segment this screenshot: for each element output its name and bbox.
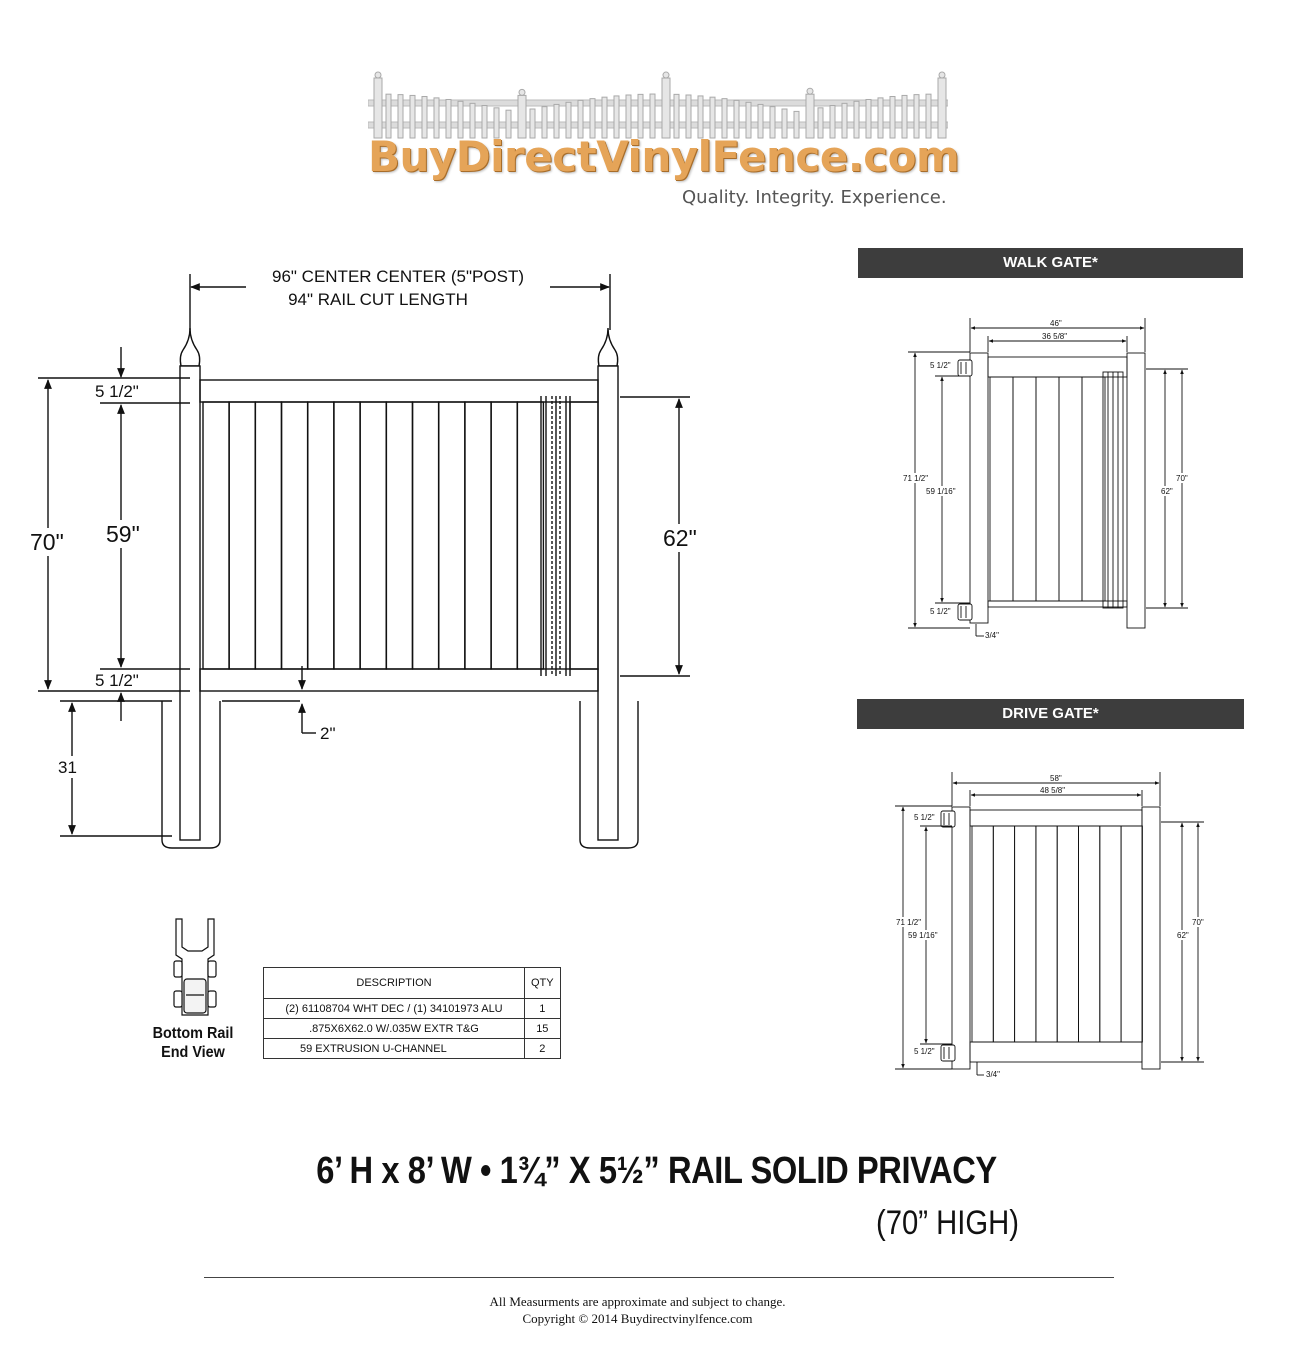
table-row [264,1019,561,1039]
left-post [180,366,200,840]
bom-cell: 15 [525,1019,561,1039]
drive-height-right-inner: 62" [1177,931,1189,940]
picket-height-dim: 59" [106,521,140,547]
drive-picket [1036,826,1057,1042]
walk-bottom-hinge [958,604,972,620]
picket [439,402,465,669]
brand-name [368,132,960,192]
drive-picket [993,826,1014,1042]
walk-gate-drawing [900,310,1200,650]
drive-height-total: 71 1/2" [896,918,922,927]
bom-cell: 59 EXTRUSION U-CHANNEL [264,1039,525,1059]
logo-picket [374,78,382,138]
picket [282,402,308,669]
brand-name-text: BuyDirectVinylFence.com [368,132,960,181]
drive-bottom-hinge [941,1045,955,1061]
bottom-rail-dim: 5 1/2" [95,671,139,690]
panel-height-dim: 62" [663,525,697,551]
top-rail [200,380,598,402]
end-view-label [148,1024,238,1062]
walk-picket [1013,377,1036,601]
table-row [264,1039,561,1059]
picket [465,402,491,669]
picket [413,402,439,669]
picket [255,402,281,669]
walk-height-right-inner: 62" [1161,487,1173,496]
bom-table [263,967,561,1059]
picket [334,402,360,669]
ground-gap-dim: 2" [320,724,336,743]
walk-rail-top: 5 1/2" [930,361,951,370]
drive-rail-top: 5 1/2" [914,813,935,822]
walk-gate-header: WALK GATE* [858,248,1243,278]
bom-cell: (2) 61108704 WHT DEC / (1) 34101973 ALU [264,999,525,1019]
drive-picket [1015,826,1036,1042]
bom-col-qty: QTY [525,968,561,999]
post-depth-dim: 31 [58,758,77,777]
fence-panel-drawing [0,250,760,870]
end-view-label-line1: Bottom Rail [152,1025,234,1042]
bom-header-row [264,968,561,999]
top-rail-dim: 5 1/2" [95,382,139,401]
drive-gap: 3/4" [986,1070,1000,1079]
walk-height-total: 71 1/2" [903,474,929,483]
walk-picket [990,377,1013,601]
picket [229,402,255,669]
drive-height-right-outer: 70" [1192,918,1204,927]
drive-gate-drawing [890,765,1210,1085]
picket [491,402,517,669]
footer-disclaimer: All Measurments are approximate and subject to change. [489,1294,786,1309]
drive-width-outer: 58" [1050,774,1062,783]
logo-picket [662,78,670,138]
logo-post-cap [807,88,813,94]
bottom-rail [200,669,598,691]
footer-copyright: Copyright © 2014 Buydirectvinylfence.com [522,1311,753,1326]
footer-divider [204,1277,1114,1278]
fence-logo-graphic [368,50,948,140]
bom-cell: 1 [525,999,561,1019]
bom-cell: 2 [525,1039,561,1059]
logo-post-cap [519,89,525,95]
page-title: 6’ H x 8’ W • 1¾” X 5½” RAIL SOLID PRIVACY [316,1150,997,1192]
walk-width-inner: 36 5/8" [1042,332,1068,341]
drive-top-hinge [941,811,955,827]
table-row [264,999,561,1019]
walk-picket [1036,377,1059,601]
bom-cell: .875X6X62.0 W/.035W EXTR T&G [264,1019,525,1039]
drive-height-picket: 59 1/16" [908,931,938,940]
page-subtitle: (70” HIGH) [876,1204,1019,1242]
brand-tagline: Quality. Integrity. Experience. [682,187,947,208]
end-view-label-line2: End View [161,1044,225,1061]
drive-picket [1057,826,1078,1042]
span-label-2: 94" RAIL CUT LENGTH [288,290,468,309]
walk-top-hinge [958,360,972,376]
span-label-1: 96" CENTER CENTER (5"POST) [272,267,524,286]
picket [308,402,334,669]
drive-picket [1121,826,1142,1042]
logo-post-cap [939,72,945,78]
bottom-rail-end-view [168,915,223,1023]
picket [386,402,412,669]
drive-gate-header: DRIVE GATE* [857,699,1244,729]
bom-col-description: DESCRIPTION [264,968,525,999]
walk-height-right-outer: 70" [1176,474,1188,483]
right-post-cap [598,328,617,366]
walk-picket [1082,377,1105,601]
drive-rail-bottom: 5 1/2" [914,1047,935,1056]
overall-height-dim: 70" [30,529,64,555]
walk-width-outer: 46" [1050,319,1062,328]
right-post [598,366,618,840]
walk-picket [1059,377,1082,601]
drive-picket [1079,826,1100,1042]
picket [570,402,598,669]
drive-picket [972,826,993,1042]
left-post-cap [180,328,199,366]
picket [517,402,543,669]
drive-picket [1100,826,1121,1042]
picket [360,402,386,669]
logo-post-cap [663,72,669,78]
walk-height-picket: 59 1/16" [926,487,956,496]
walk-gap: 3/4" [985,631,999,640]
logo-picket [938,78,946,138]
logo-post-cap [375,72,381,78]
walk-rail-bottom: 5 1/2" [930,607,951,616]
drive-width-inner: 48 5/8" [1040,786,1066,795]
picket [203,402,229,669]
